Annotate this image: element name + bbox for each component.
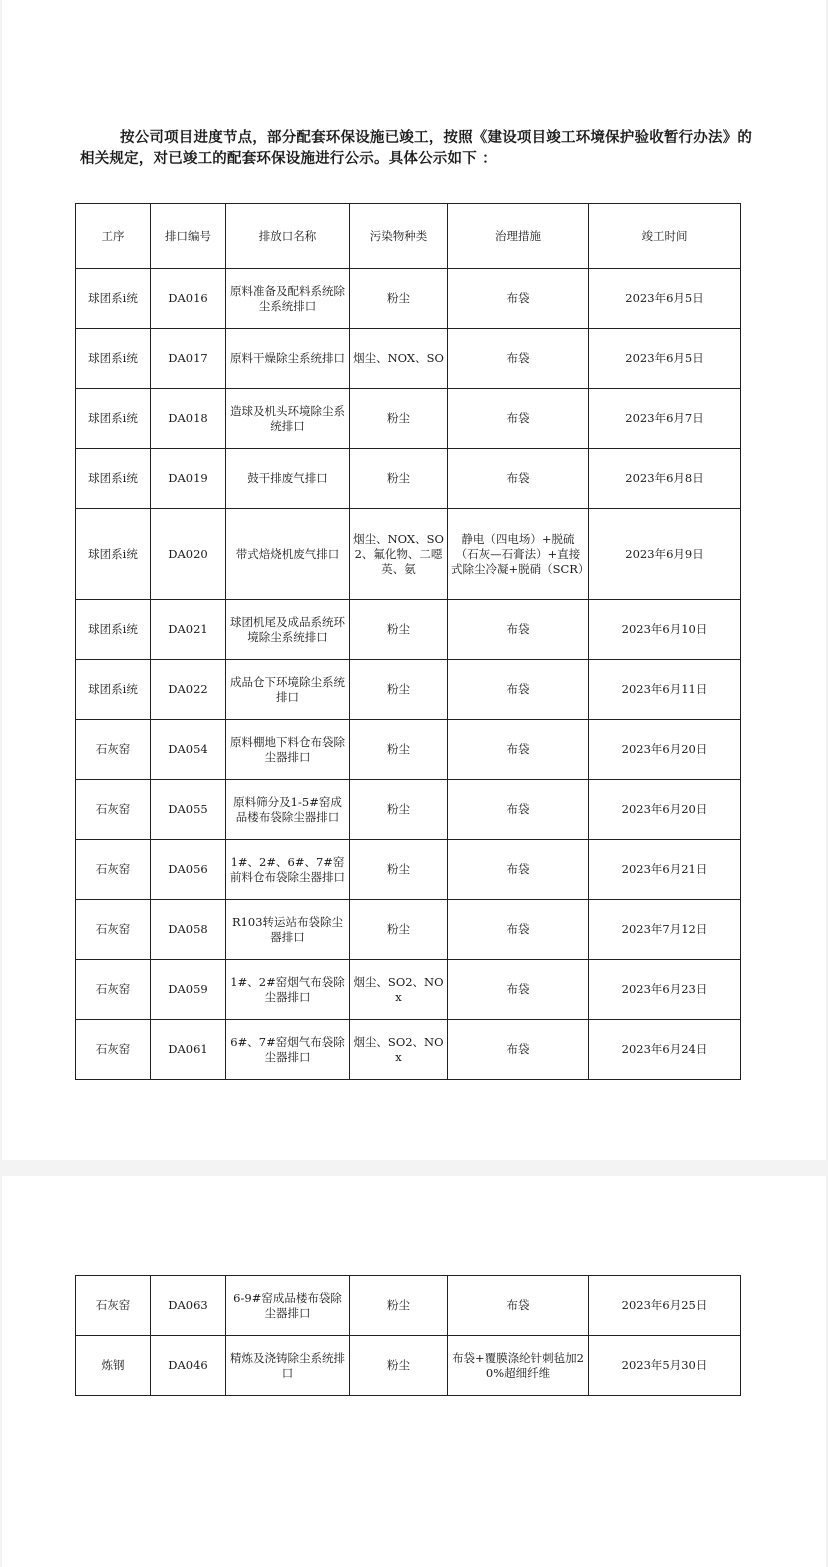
table-header-row — [76, 204, 741, 269]
header-measure: 治理措施 — [448, 204, 589, 269]
cell-measure: 布袋 — [448, 840, 589, 900]
cell-code: DA061 — [151, 1020, 226, 1080]
cell-code: DA063 — [151, 1276, 226, 1336]
table-row — [76, 900, 741, 960]
table-row — [76, 720, 741, 780]
cell-code: DA017 — [151, 329, 226, 389]
header-outlet-name: 排放口名称 — [226, 204, 350, 269]
cell-outlet-name: 成品仓下环境除尘系统排口 — [226, 660, 350, 720]
table-row — [76, 269, 741, 329]
outlet-table-continued — [75, 1275, 741, 1396]
header-code: 排口编号 — [151, 204, 226, 269]
cell-pollutant: 烟尘、SO2、NOx — [350, 960, 448, 1020]
cell-outlet-name: 鼓干排废气排口 — [226, 449, 350, 509]
cell-pollutant: 粉尘 — [350, 389, 448, 449]
cell-completion-date: 2023年6月20日 — [589, 780, 741, 840]
cell-outlet-name: 原料棚地下料仓布袋除尘器排口 — [226, 720, 350, 780]
cell-code: DA046 — [151, 1336, 226, 1396]
cell-measure: 布袋 — [448, 720, 589, 780]
cell-pollutant: 粉尘 — [350, 840, 448, 900]
cell-process: 炼钢 — [76, 1336, 151, 1396]
table-row — [76, 660, 741, 720]
cell-process: 石灰窑 — [76, 960, 151, 1020]
table-row — [76, 329, 741, 389]
cell-completion-date: 2023年6月23日 — [589, 960, 741, 1020]
cell-measure: 布袋 — [448, 1276, 589, 1336]
cell-measure: 布袋 — [448, 449, 589, 509]
header-process: 工序 — [76, 204, 151, 269]
cell-code: DA020 — [151, 509, 226, 600]
cell-code: DA059 — [151, 960, 226, 1020]
cell-completion-date: 2023年6月25日 — [589, 1276, 741, 1336]
cell-pollutant: 粉尘 — [350, 600, 448, 660]
cell-completion-date: 2023年6月5日 — [589, 329, 741, 389]
cell-process: 石灰窑 — [76, 780, 151, 840]
cell-process: 球团系i统 — [76, 389, 151, 449]
table-row — [76, 840, 741, 900]
cell-completion-date: 2023年6月20日 — [589, 720, 741, 780]
cell-pollutant: 粉尘 — [350, 449, 448, 509]
cell-measure: 布袋 — [448, 780, 589, 840]
table-row — [76, 389, 741, 449]
outlet-table — [75, 203, 741, 1080]
table-row — [76, 1020, 741, 1080]
intro-paragraph: 按公司项目进度节点，部分配套环保设施已竣工，按照《建设项目竣工环境保护验收暂行办法》的相关规定，对已竣工的配套环保设施进行公示。具体公示如下 ： — [80, 130, 753, 167]
cell-pollutant: 烟尘、NOX、SO — [350, 329, 448, 389]
cell-outlet-name: 原料筛分及1-5#窑成品楼布袋除尘器排口 — [226, 780, 350, 840]
cell-pollutant: 粉尘 — [350, 660, 448, 720]
cell-process: 球团系i统 — [76, 269, 151, 329]
cell-completion-date: 2023年5月30日 — [589, 1336, 741, 1396]
cell-process: 石灰窑 — [76, 840, 151, 900]
cell-measure: 静电（四电场）+脱硫（石灰—石膏法）+直接式除尘冷凝+脱硝（SCR） — [448, 509, 589, 600]
cell-completion-date: 2023年6月9日 — [589, 509, 741, 600]
cell-code: DA055 — [151, 780, 226, 840]
cell-measure: 布袋 — [448, 269, 589, 329]
header-pollutant: 污染物种类 — [350, 204, 448, 269]
cell-code: DA018 — [151, 389, 226, 449]
cell-completion-date: 2023年6月21日 — [589, 840, 741, 900]
cell-process: 石灰窑 — [76, 1276, 151, 1336]
cell-outlet-name: 造球及机头环境除尘系统排口 — [226, 389, 350, 449]
table-row — [76, 1276, 741, 1336]
cell-outlet-name: 精炼及浇铸除尘系统排口 — [226, 1336, 350, 1396]
cell-code: DA021 — [151, 600, 226, 660]
cell-code: DA054 — [151, 720, 226, 780]
cell-pollutant: 烟尘、NOX、SO2、氟化物、二噁英、氨 — [350, 509, 448, 600]
cell-measure: 布袋 — [448, 389, 589, 449]
cell-outlet-name: 6-9#窑成品楼布袋除尘器排口 — [226, 1276, 350, 1336]
table-row — [76, 780, 741, 840]
cell-process: 石灰窑 — [76, 900, 151, 960]
cell-pollutant: 粉尘 — [350, 1276, 448, 1336]
cell-code: DA022 — [151, 660, 226, 720]
cell-completion-date: 2023年6月24日 — [589, 1020, 741, 1080]
cell-process: 石灰窑 — [76, 1020, 151, 1080]
document-page-2 — [2, 1176, 826, 1567]
cell-pollutant: 粉尘 — [350, 1336, 448, 1396]
cell-pollutant: 粉尘 — [350, 780, 448, 840]
cell-outlet-name: 1#、2#窑烟气布袋除尘器排口 — [226, 960, 350, 1020]
table-row — [76, 449, 741, 509]
cell-process: 球团系i统 — [76, 329, 151, 389]
cell-pollutant: 粉尘 — [350, 269, 448, 329]
cell-measure: 布袋 — [448, 600, 589, 660]
cell-code: DA019 — [151, 449, 226, 509]
cell-measure: 布袋 — [448, 329, 589, 389]
document-page-1 — [2, 0, 826, 1160]
cell-completion-date: 2023年6月7日 — [589, 389, 741, 449]
table-row — [76, 509, 741, 600]
cell-measure: 布袋 — [448, 660, 589, 720]
cell-completion-date: 2023年6月11日 — [589, 660, 741, 720]
cell-measure: 布袋+覆膜涤纶针刺毡加20%超细纤维 — [448, 1336, 589, 1396]
cell-code: DA056 — [151, 840, 226, 900]
cell-process: 球团系i统 — [76, 449, 151, 509]
cell-outlet-name: 6#、7#窑烟气布袋除尘器排口 — [226, 1020, 350, 1080]
cell-completion-date: 2023年6月10日 — [589, 600, 741, 660]
cell-code: DA058 — [151, 900, 226, 960]
cell-completion-date: 2023年6月8日 — [589, 449, 741, 509]
table-row — [76, 960, 741, 1020]
cell-process: 球团系i统 — [76, 509, 151, 600]
cell-measure: 布袋 — [448, 960, 589, 1020]
cell-code: DA016 — [151, 269, 226, 329]
cell-process: 石灰窑 — [76, 720, 151, 780]
table-row — [76, 600, 741, 660]
cell-outlet-name: 原料准备及配料系统除尘系统排口 — [226, 269, 350, 329]
cell-process: 球团系i统 — [76, 600, 151, 660]
cell-outlet-name: R103转运站布袋除尘器排口 — [226, 900, 350, 960]
header-completion-date: 竣工时间 — [589, 204, 741, 269]
cell-outlet-name: 带式焙烧机废气排口 — [226, 509, 350, 600]
cell-outlet-name: 原料干燥除尘系统排口 — [226, 329, 350, 389]
cell-outlet-name: 球团机尾及成品系统环境除尘系统排口 — [226, 600, 350, 660]
cell-process: 球团系i统 — [76, 660, 151, 720]
cell-pollutant: 烟尘、SO2、NOx — [350, 1020, 448, 1080]
cell-pollutant: 粉尘 — [350, 720, 448, 780]
cell-measure: 布袋 — [448, 900, 589, 960]
cell-outlet-name: 1#、2#、6#、7#窑前料仓布袋除尘器排口 — [226, 840, 350, 900]
table-row — [76, 1336, 741, 1396]
cell-completion-date: 2023年7月12日 — [589, 900, 741, 960]
cell-completion-date: 2023年6月5日 — [589, 269, 741, 329]
cell-measure: 布袋 — [448, 1020, 589, 1080]
cell-pollutant: 粉尘 — [350, 900, 448, 960]
